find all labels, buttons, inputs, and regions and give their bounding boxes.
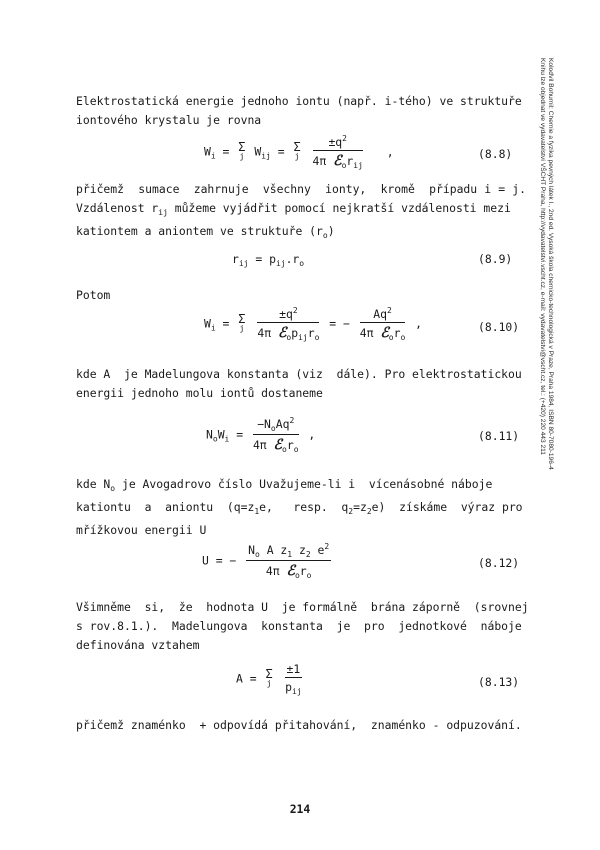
equation-8-10: $W_i$ = Σ j $\frac{\pm q^2}{4\pi ℰ_op_{ij}r_o}$ = − $\frac{Aq^2}{4\pi ℰ_or_o}$ , <box>204 306 423 342</box>
side-citation-line-2: Knihu lze objednat ve vydavatelství VŠCHT Praha, http://vydavatelstvi.vscht.cz, e-mail: vydavatelstvi@vscht.cz, tel.: (+420) 220 443 211 <box>539 58 546 455</box>
text-line: Všimněme si, že hodnota U je formálně brána záporně (srovnej <box>76 600 529 614</box>
text-line: definována vztahem <box>76 638 200 652</box>
paragraph-potom <box>76 286 526 305</box>
text-line: přičemž sumace zahrnuje všechny ionty, kromě případu i = j. <box>76 182 526 196</box>
text-line: kationtu a aniontu ($q=z_1e$, resp. $q_2=z_2e$) získáme výraz pro <box>76 500 523 516</box>
text-line: kde A je Madelungova konstanta (viz dále). Pro elektrostatickou <box>76 367 522 381</box>
equation-number: (8.13) <box>478 675 520 689</box>
text-line: Vzdálenost $r_{ij}$ můžeme vyjádřit pomocí nejkratší vzdálenosti mezi <box>76 201 511 217</box>
sum-symbol: Σ j <box>238 312 246 333</box>
equation-number: (8.10) <box>478 320 520 334</box>
equation-number: (8.11) <box>478 429 520 443</box>
side-citation <box>538 58 554 598</box>
text-line: iontového krystalu je rovna <box>76 113 262 127</box>
equation-8-13: A = Σ j $\frac{\pm 1}{p_{ij}}$ <box>236 662 302 696</box>
text-line: kde $N_o$ je Avogadrovo číslo Uvažujeme-li i vícenásobné náboje <box>76 477 493 493</box>
fraction: $\frac{\pm q^2}{4\pi ℰ_op_{ij}r_o}$ <box>257 306 320 342</box>
sum-symbol: Σ j <box>238 140 246 161</box>
text-line: s rov.8.1.). Madelungova konstanta je pro jednotkové náboje <box>76 619 522 633</box>
equation-8-8: $W_i$ = Σ j $W_{ij}$ = Σ j $\frac{\pm q^2}{4\pi ℰ_or_{ij}}$ , <box>204 134 394 170</box>
paragraph-madelung <box>76 365 526 403</box>
equation-number: (8.9) <box>478 252 513 266</box>
text-line: Elektrostatická energie jednoho iontu (např. i-tého) ve struktuře <box>76 94 522 108</box>
text-line: přičemž znaménko + odpovídá přitahování, znaménko - odpuzování. <box>76 718 522 732</box>
fraction: $\frac{\pm q^2}{4\pi ℰ_or_{ij}}$ <box>312 134 363 170</box>
text-line: energii jednoho molu iontů dostaneme <box>76 386 323 400</box>
equation-8-9: $r_{ij} = p_{ij}.r_o$ <box>232 252 305 268</box>
fraction: $\frac{Aq^2}{4\pi ℰ_or_o}$ <box>359 306 406 342</box>
paragraph-note-u <box>76 598 529 655</box>
equation-number: (8.8) <box>478 147 513 161</box>
paragraph-avogadro <box>76 475 526 540</box>
fraction: $\frac{\pm 1}{p_{ij}}$ <box>285 662 302 696</box>
page-number: 214 <box>289 802 311 816</box>
equation-8-12: U = − $\frac{N_o A z_1 z_2 e^2}{4\pi ℰ_or_o}$ <box>202 542 330 580</box>
side-citation-line-1: Koloďvil Bohumil: Chemie a fyzika pevných látek I., 2nd ed. Vysoká škola chemicko-technologická v Praze, Praha 1984, ISBN 80-7080-196-4 <box>547 58 554 470</box>
fraction: $\frac{-N_oAq^2}{4\pi ℰ_or_o}$ <box>252 416 299 454</box>
text-line: mřížkovou energii U <box>76 523 207 537</box>
text-line: Potom <box>76 288 111 302</box>
equation-8-11: $N_oW_i$ = $\frac{-N_oAq^2}{4\pi ℰ_or_o}$ , <box>206 416 316 454</box>
sum-symbol: Σ j <box>293 140 301 161</box>
fraction: $\frac{N_o A z_1 z_2 e^2}{4\pi ℰ_or_o}$ <box>248 542 330 580</box>
paragraph-distance <box>76 199 526 245</box>
equation-number: (8.12) <box>478 556 520 570</box>
paragraph-intro <box>76 92 526 130</box>
text-line: kationtem a aniontem ve struktuře $(r_o)$ <box>76 224 335 240</box>
paragraph-sum-note <box>76 180 526 199</box>
sum-symbol: Σ j <box>265 667 273 688</box>
paragraph-sign <box>76 716 526 735</box>
